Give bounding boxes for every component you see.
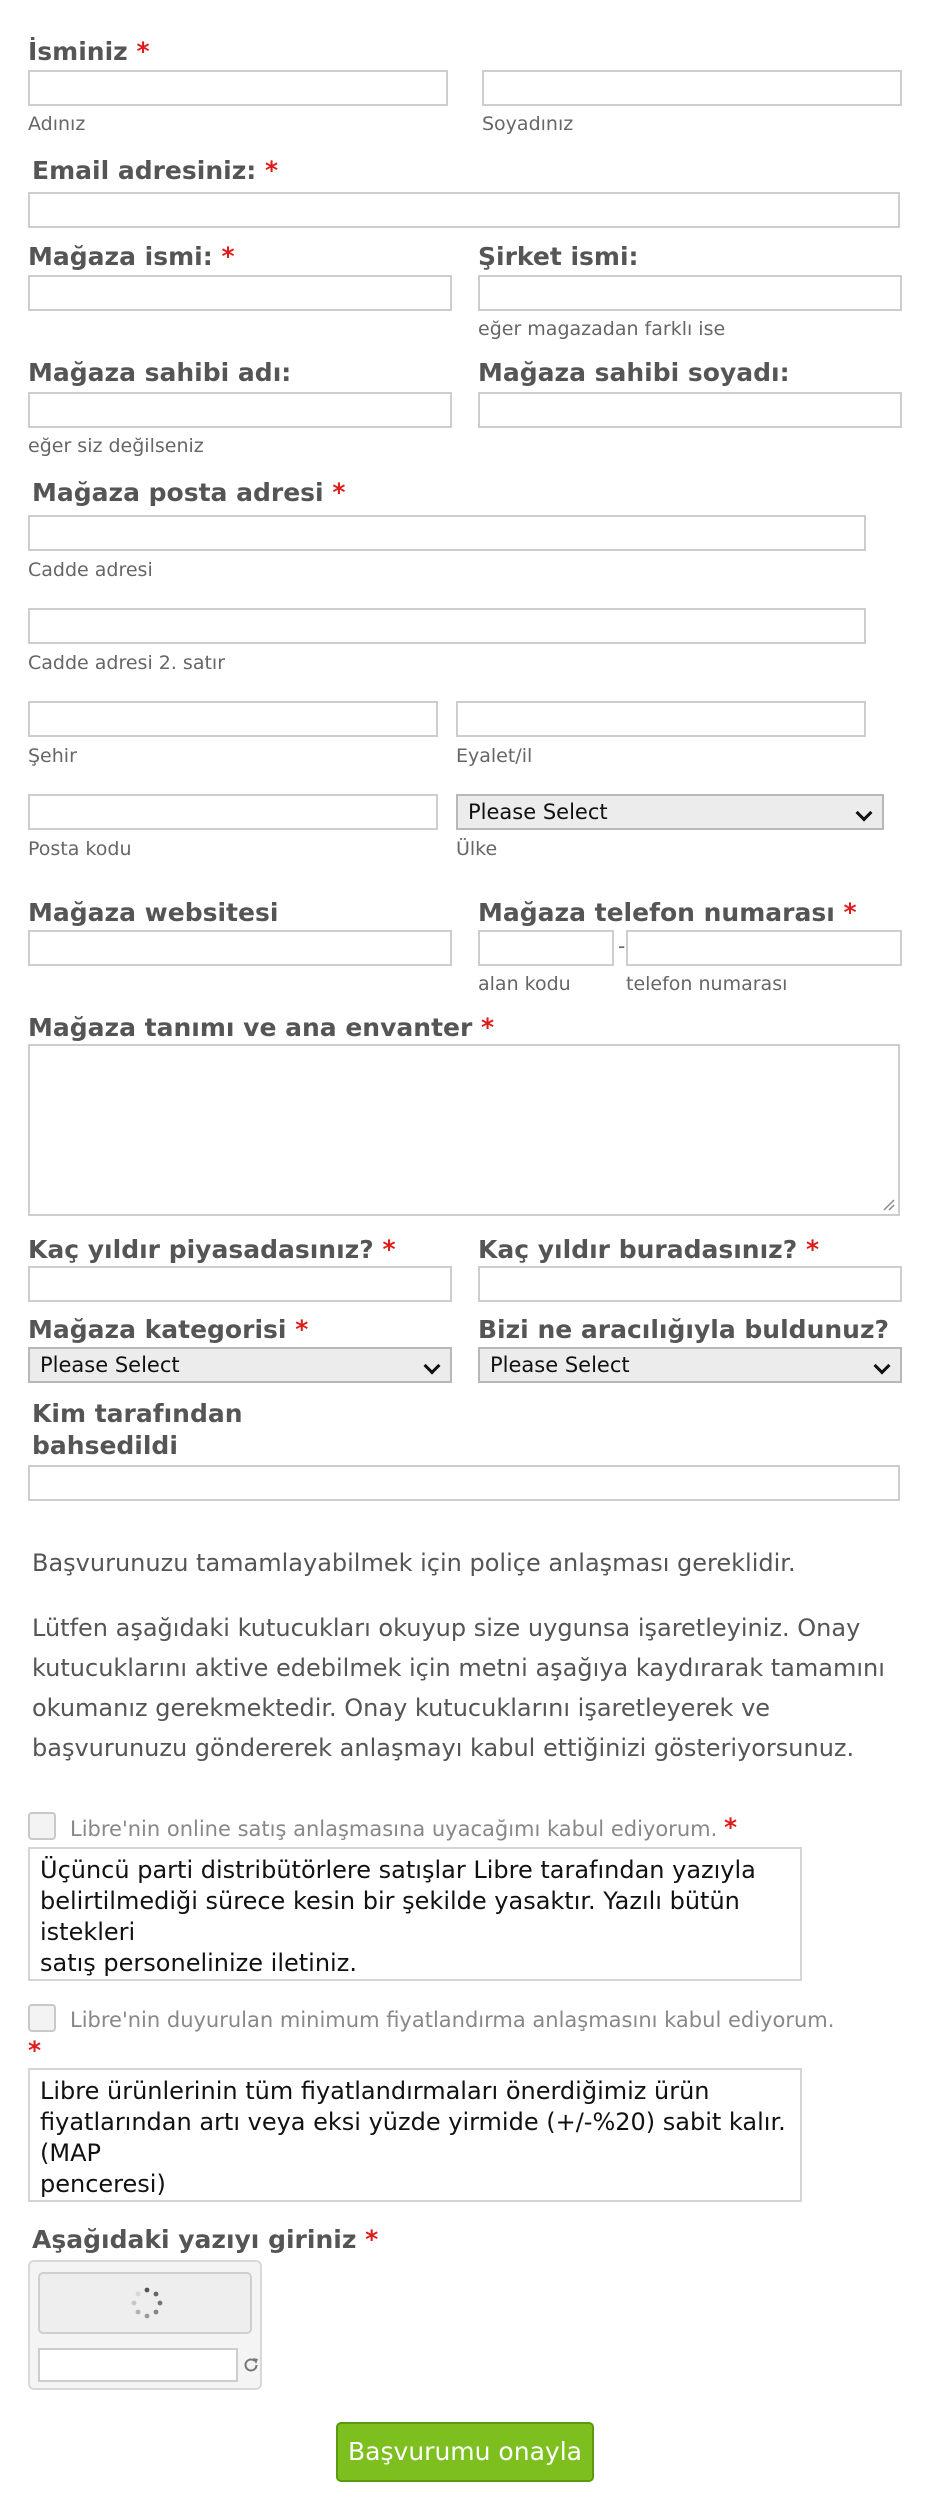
min-pricing-agreement-label: Libre'nin duyurulan minimum fiyatlandırma anlaşmasını kabul ediyorum.	[70, 2008, 835, 2032]
website-input[interactable]	[28, 930, 452, 966]
phone-number-sublabel: telefon numarası	[626, 973, 788, 995]
store-category-value: Please Select	[40, 1353, 180, 1377]
address-label: Mağaza posta adresi *	[32, 478, 346, 507]
city-input[interactable]	[28, 701, 438, 737]
country-sublabel: Ülke	[456, 838, 498, 860]
online-sales-agreement-text[interactable]	[28, 1847, 802, 1981]
referred-by-label-line2: bahsedildi	[32, 1431, 178, 1460]
online-sales-agreement-checkbox[interactable]	[28, 1812, 56, 1840]
description-label: Mağaza tanımı ve ana envanter *	[28, 1013, 495, 1042]
years-here-label: Kaç yıldır buradasınız? *	[478, 1235, 820, 1264]
company-name-sublabel: eğer magazadan farklı ise	[478, 318, 726, 340]
captcha-image	[38, 2272, 252, 2334]
min-pricing-agreement-checkbox[interactable]	[28, 2004, 56, 2032]
zip-sublabel: Posta kodu	[28, 838, 132, 860]
years-here-input[interactable]	[478, 1266, 902, 1302]
policy-instructions: Lütfen aşağıdaki kutucukları okuyup size uygunsa işaretleyiniz. Onay kutucuklarını aktive edebilmek için metni aşağıya kaydırarak tamamını okumanız gerekmektedir. Onay kutucuklarını işaretleyerek ve başvurunuzu göndererek anlaşmayı kabul ettiğinizi gösteriyorsunuz.	[32, 1614, 885, 1762]
phone-number-input[interactable]	[626, 930, 902, 966]
email-label: Email adresiniz: *	[32, 156, 279, 185]
found-via-value: Please Select	[490, 1353, 630, 1377]
state-input[interactable]	[456, 701, 866, 737]
agreement1-line: satış personelinize iletiniz.	[40, 1949, 357, 1977]
referred-by-input[interactable]	[28, 1465, 900, 1501]
first-name-input[interactable]	[28, 70, 448, 106]
country-select[interactable]	[456, 794, 884, 830]
agreement2-line: Libre ürünlerinin tüm fiyatlandırmaları önerdiğimiz ürün	[40, 2077, 710, 2105]
first-name-sublabel: Adınız	[28, 113, 86, 135]
captcha-label: Aşağıdaki yazıyı giriniz *	[32, 2225, 379, 2254]
owner-first-name-sublabel: eğer siz değilseniz	[28, 435, 204, 457]
found-via-label: Bizi ne aracılığıyla buldunuz?	[478, 1315, 890, 1344]
owner-first-name-input[interactable]	[28, 392, 452, 428]
phone-label: Mağaza telefon numarası *	[478, 898, 857, 927]
agreement1-line: belirtilmediği sürece kesin bir şekilde yasaktır. Yazılı bütün istekleri	[40, 1887, 740, 1946]
chevron-down-icon	[856, 805, 873, 822]
online-sales-agreement-label: Libre'nin online satış anlaşmasına uyacağımı kabul ediyorum. *	[70, 1813, 738, 1842]
agreement2-line: penceresi)	[40, 2170, 166, 2198]
owner-last-name-label: Mağaza sahibi soyadı:	[478, 358, 790, 387]
company-name-input[interactable]	[478, 275, 902, 311]
store-name-input[interactable]	[28, 275, 452, 311]
agreement1-line	[40, 1979, 790, 1981]
phone-separator: -	[618, 934, 626, 958]
min-pricing-required-mark: *	[28, 2036, 42, 2065]
zip-input[interactable]	[28, 794, 438, 830]
loading-spinner-icon	[130, 2286, 164, 2320]
submit-button[interactable]: Başvurumu onayla	[336, 2422, 594, 2482]
name-label: İsminiz *	[28, 37, 150, 66]
refresh-icon[interactable]	[242, 2356, 260, 2374]
agreement2-line: fiyatlarından artı veya eksi yüzde yirmide (+/-%20) sabit kalır. (MAP	[40, 2108, 786, 2167]
store-category-label: Mağaza kategorisi *	[28, 1315, 309, 1344]
owner-first-name-label: Mağaza sahibi adı:	[28, 358, 292, 387]
country-select-value: Please Select	[468, 800, 608, 824]
last-name-sublabel: Soyadınız	[482, 113, 574, 135]
street-address-line2-input[interactable]	[28, 608, 866, 644]
years-in-market-input[interactable]	[28, 1266, 452, 1302]
chevron-down-icon	[424, 1358, 441, 1375]
chevron-down-icon	[874, 1358, 891, 1375]
last-name-input[interactable]	[482, 70, 902, 106]
state-sublabel: Eyalet/il	[456, 745, 533, 767]
captcha-widget	[28, 2260, 262, 2390]
city-sublabel: Şehir	[28, 745, 77, 767]
phone-area-code-sublabel: alan kodu	[478, 973, 571, 995]
company-name-label: Şirket ismi:	[478, 242, 639, 271]
store-name-label: Mağaza ismi: *	[28, 242, 235, 271]
street-address-input[interactable]	[28, 515, 866, 551]
min-pricing-agreement-text[interactable]	[28, 2068, 802, 2202]
policy-intro: Başvurunuzu tamamlayabilmek için poliçe anlaşması gereklidir.	[32, 1549, 796, 1577]
website-label: Mağaza websitesi	[28, 898, 279, 927]
description-textarea[interactable]	[28, 1044, 900, 1216]
owner-last-name-input[interactable]	[478, 392, 902, 428]
street-address-sublabel: Cadde adresi	[28, 559, 153, 581]
phone-area-code-input[interactable]	[478, 930, 614, 966]
agreement2-line	[40, 2200, 790, 2202]
street-address-line2-sublabel: Cadde adresi 2. satır	[28, 652, 226, 674]
agreement1-line: Üçüncü parti distribütörlere satışlar Libre tarafından yazıyla	[40, 1856, 756, 1884]
referred-by-label-line1: Kim tarafından	[32, 1399, 243, 1428]
found-via-select[interactable]	[478, 1347, 902, 1383]
captcha-input[interactable]	[38, 2348, 238, 2382]
resize-handle-icon[interactable]	[883, 1199, 895, 1211]
email-input[interactable]	[28, 192, 900, 228]
store-category-select[interactable]	[28, 1347, 452, 1383]
years-in-market-label: Kaç yıldır piyasadasınız? *	[28, 1235, 396, 1264]
